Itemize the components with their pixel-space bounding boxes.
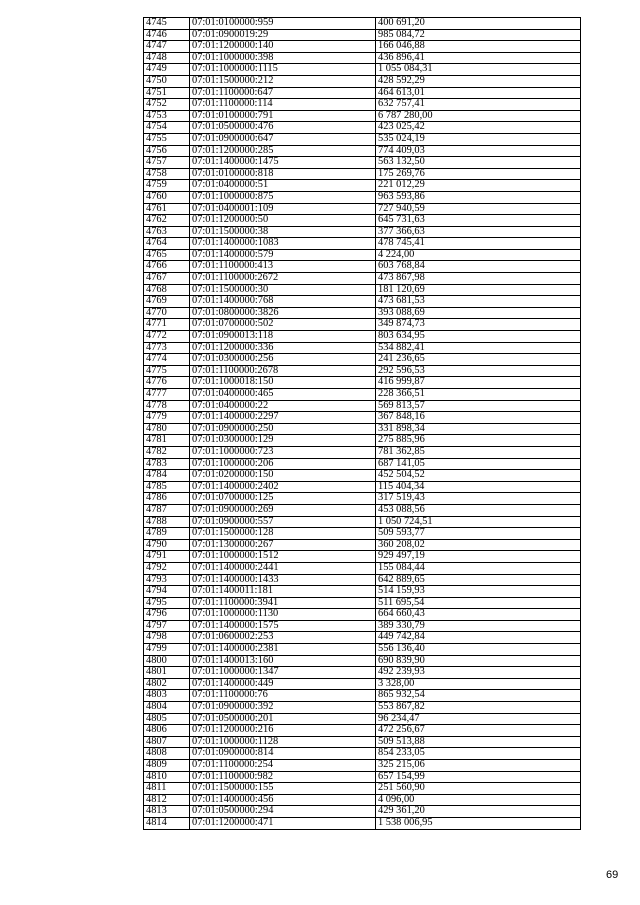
value-cell: 453 088,56 xyxy=(376,504,581,516)
table-row xyxy=(144,493,581,505)
table-row xyxy=(144,678,581,690)
table-row xyxy=(144,713,581,725)
cadastral-number-cell: 07:01:1000018:150 xyxy=(190,377,376,389)
value-cell: 803 634,95 xyxy=(376,331,581,343)
cadastral-number-cell: 07:01:1500000:155 xyxy=(190,783,376,795)
cadastral-number-cell: 07:01:1400011:181 xyxy=(190,586,376,598)
cadastral-number-cell: 07:01:1000000:1512 xyxy=(190,551,376,563)
table-row xyxy=(144,75,581,87)
table-row xyxy=(144,203,581,215)
value-cell: 556 136,40 xyxy=(376,644,581,656)
table-row xyxy=(144,307,581,319)
row-number-cell: 4760 xyxy=(144,191,190,203)
table-row xyxy=(144,771,581,783)
row-number-cell: 4809 xyxy=(144,760,190,772)
value-cell: 377 366,63 xyxy=(376,226,581,238)
row-number-cell: 4790 xyxy=(144,539,190,551)
row-number-cell: 4752 xyxy=(144,99,190,111)
cadastral-number-cell: 07:01:1200000:216 xyxy=(190,725,376,737)
value-cell: 472 256,67 xyxy=(376,725,581,737)
table-row xyxy=(144,748,581,760)
cadastral-number-cell: 07:01:1500000:38 xyxy=(190,226,376,238)
row-number-cell: 4768 xyxy=(144,284,190,296)
value-cell: 423 025,42 xyxy=(376,122,581,134)
value-cell: 603 768,84 xyxy=(376,261,581,273)
value-cell: 349 874,73 xyxy=(376,319,581,331)
cadastral-number-cell: 07:01:0900000:647 xyxy=(190,133,376,145)
table-row xyxy=(144,133,581,145)
table-row xyxy=(144,528,581,540)
cadastral-number-cell: 07:01:1100000:2672 xyxy=(190,273,376,285)
value-cell: 331 898,34 xyxy=(376,423,581,435)
value-cell: 514 159,93 xyxy=(376,586,581,598)
table-row xyxy=(144,725,581,737)
table-row xyxy=(144,806,581,818)
cadastral-number-cell: 07:01:1100000:647 xyxy=(190,87,376,99)
cadastral-number-cell: 07:01:1400000:2402 xyxy=(190,481,376,493)
cadastral-number-cell: 07:01:1000000:398 xyxy=(190,52,376,64)
row-number-cell: 4761 xyxy=(144,203,190,215)
value-cell: 221 012,29 xyxy=(376,180,581,192)
value-cell: 632 757,41 xyxy=(376,99,581,111)
cadastral-number-cell: 07:01:0900000:269 xyxy=(190,504,376,516)
cadastral-number-cell: 07:01:1000000:875 xyxy=(190,191,376,203)
table-row xyxy=(144,794,581,806)
table-row xyxy=(144,284,581,296)
table-row xyxy=(144,551,581,563)
value-cell: 155 084,44 xyxy=(376,562,581,574)
value-cell: 492 239,93 xyxy=(376,667,581,679)
value-cell: 360 208,02 xyxy=(376,539,581,551)
value-cell: 464 613,01 xyxy=(376,87,581,99)
table-row xyxy=(144,574,581,586)
row-number-cell: 4800 xyxy=(144,655,190,667)
table-row xyxy=(144,87,581,99)
value-cell: 865 932,54 xyxy=(376,690,581,702)
cadastral-number-cell: 07:01:1400000:2441 xyxy=(190,562,376,574)
table-row xyxy=(144,516,581,528)
table-row xyxy=(144,41,581,53)
cadastral-number-cell: 07:01:0400000:51 xyxy=(190,180,376,192)
cadastral-value-table xyxy=(143,17,581,830)
table-row xyxy=(144,470,581,482)
table-row xyxy=(144,273,581,285)
row-number-cell: 4791 xyxy=(144,551,190,563)
value-cell: 511 695,54 xyxy=(376,597,581,609)
table-row xyxy=(144,655,581,667)
value-cell: 416 999,87 xyxy=(376,377,581,389)
value-cell: 389 330,79 xyxy=(376,620,581,632)
row-number-cell: 4795 xyxy=(144,597,190,609)
value-cell: 115 404,34 xyxy=(376,481,581,493)
row-number-cell: 4747 xyxy=(144,41,190,53)
table-row xyxy=(144,644,581,656)
cadastral-number-cell: 07:01:1500000:30 xyxy=(190,284,376,296)
cadastral-number-cell: 07:01:1400000:456 xyxy=(190,794,376,806)
cadastral-number-cell: 07:01:1100000:2678 xyxy=(190,365,376,377)
row-number-cell: 4788 xyxy=(144,516,190,528)
row-number-cell: 4755 xyxy=(144,133,190,145)
row-number-cell: 4798 xyxy=(144,632,190,644)
cadastral-number-cell: 07:01:1400000:1083 xyxy=(190,238,376,250)
row-number-cell: 4782 xyxy=(144,446,190,458)
value-cell: 449 742,84 xyxy=(376,632,581,644)
table-row xyxy=(144,817,581,829)
cadastral-number-cell: 07:01:1000000:1115 xyxy=(190,64,376,76)
table-row xyxy=(144,597,581,609)
table-row xyxy=(144,18,581,30)
cadastral-number-cell: 07:01:1200000:471 xyxy=(190,817,376,829)
table-row xyxy=(144,261,581,273)
table-body xyxy=(144,18,581,830)
cadastral-number-cell: 07:01:0300000:256 xyxy=(190,354,376,366)
table-row xyxy=(144,783,581,795)
cadastral-number-cell: 07:01:0900000:557 xyxy=(190,516,376,528)
row-number-cell: 4769 xyxy=(144,296,190,308)
value-cell: 664 660,43 xyxy=(376,609,581,621)
table-row xyxy=(144,99,581,111)
row-number-cell: 4745 xyxy=(144,18,190,30)
row-number-cell: 4746 xyxy=(144,29,190,41)
value-cell: 478 745,41 xyxy=(376,238,581,250)
row-number-cell: 4799 xyxy=(144,644,190,656)
cadastral-number-cell: 07:01:1100000:3941 xyxy=(190,597,376,609)
cadastral-number-cell: 07:01:1500000:212 xyxy=(190,75,376,87)
table-row xyxy=(144,249,581,261)
value-cell: 393 088,69 xyxy=(376,307,581,319)
row-number-cell: 4756 xyxy=(144,145,190,157)
value-cell: 436 896,41 xyxy=(376,52,581,64)
table-row xyxy=(144,122,581,134)
cadastral-number-cell: 07:01:0700000:125 xyxy=(190,493,376,505)
cadastral-number-cell: 07:01:1400000:579 xyxy=(190,249,376,261)
table-row xyxy=(144,342,581,354)
value-cell: 317 519,43 xyxy=(376,493,581,505)
value-cell: 534 882,41 xyxy=(376,342,581,354)
cadastral-number-cell: 07:01:1000000:1128 xyxy=(190,736,376,748)
cadastral-number-cell: 07:01:0200000:150 xyxy=(190,470,376,482)
cadastral-number-cell: 07:01:0900013:118 xyxy=(190,331,376,343)
value-cell: 687 141,05 xyxy=(376,458,581,470)
value-cell: 642 889,65 xyxy=(376,574,581,586)
value-cell: 535 024,19 xyxy=(376,133,581,145)
row-number-cell: 4783 xyxy=(144,458,190,470)
cadastral-number-cell: 07:01:1300000:267 xyxy=(190,539,376,551)
table-row xyxy=(144,52,581,64)
value-cell: 929 497,19 xyxy=(376,551,581,563)
value-cell: 181 120,69 xyxy=(376,284,581,296)
cadastral-number-cell: 07:01:0100000:791 xyxy=(190,110,376,122)
cadastral-number-cell: 07:01:0400000:22 xyxy=(190,400,376,412)
table-row xyxy=(144,215,581,227)
cadastral-number-cell: 07:01:0600002:253 xyxy=(190,632,376,644)
row-number-cell: 4751 xyxy=(144,87,190,99)
table-row xyxy=(144,238,581,250)
table-row xyxy=(144,168,581,180)
value-cell: 963 593,86 xyxy=(376,191,581,203)
value-cell: 645 731,63 xyxy=(376,215,581,227)
value-cell: 553 867,82 xyxy=(376,702,581,714)
row-number-cell: 4793 xyxy=(144,574,190,586)
row-number-cell: 4810 xyxy=(144,771,190,783)
row-number-cell: 4750 xyxy=(144,75,190,87)
value-cell: 96 234,47 xyxy=(376,713,581,725)
cadastral-number-cell: 07:01:1400000:768 xyxy=(190,296,376,308)
value-cell: 657 154,99 xyxy=(376,771,581,783)
cadastral-number-cell: 07:01:1400000:1433 xyxy=(190,574,376,586)
table-row xyxy=(144,632,581,644)
value-cell: 3 328,00 xyxy=(376,678,581,690)
value-cell: 563 132,50 xyxy=(376,157,581,169)
table-row xyxy=(144,400,581,412)
table-row xyxy=(144,389,581,401)
cadastral-number-cell: 07:01:0400001:109 xyxy=(190,203,376,215)
row-number-cell: 4757 xyxy=(144,157,190,169)
value-cell: 452 504,52 xyxy=(376,470,581,482)
value-cell: 367 848,16 xyxy=(376,412,581,424)
row-number-cell: 4802 xyxy=(144,678,190,690)
table-row xyxy=(144,446,581,458)
row-number-cell: 4813 xyxy=(144,806,190,818)
value-cell: 275 885,96 xyxy=(376,435,581,447)
table-row xyxy=(144,191,581,203)
table-row xyxy=(144,702,581,714)
row-number-cell: 4784 xyxy=(144,470,190,482)
row-number-cell: 4758 xyxy=(144,168,190,180)
cadastral-number-cell: 07:01:0100000:818 xyxy=(190,168,376,180)
row-number-cell: 4764 xyxy=(144,238,190,250)
table-row xyxy=(144,562,581,574)
table-row xyxy=(144,110,581,122)
cadastral-number-cell: 07:01:1000000:206 xyxy=(190,458,376,470)
row-number-cell: 4770 xyxy=(144,307,190,319)
row-number-cell: 4765 xyxy=(144,249,190,261)
row-number-cell: 4796 xyxy=(144,609,190,621)
table-row xyxy=(144,539,581,551)
value-cell: 429 361,20 xyxy=(376,806,581,818)
table-row xyxy=(144,354,581,366)
cadastral-number-cell: 07:01:1400013:160 xyxy=(190,655,376,667)
value-cell: 985 084,72 xyxy=(376,29,581,41)
cadastral-number-cell: 07:01:1200000:285 xyxy=(190,145,376,157)
row-number-cell: 4766 xyxy=(144,261,190,273)
table-row xyxy=(144,609,581,621)
table-row xyxy=(144,690,581,702)
cadastral-number-cell: 07:01:0500000:201 xyxy=(190,713,376,725)
cadastral-number-cell: 07:01:0700000:502 xyxy=(190,319,376,331)
value-cell: 1 050 724,51 xyxy=(376,516,581,528)
row-number-cell: 4805 xyxy=(144,713,190,725)
row-number-cell: 4759 xyxy=(144,180,190,192)
cadastral-number-cell: 07:01:1100000:76 xyxy=(190,690,376,702)
table-row xyxy=(144,423,581,435)
table-row xyxy=(144,29,581,41)
value-cell: 292 596,53 xyxy=(376,365,581,377)
row-number-cell: 4806 xyxy=(144,725,190,737)
value-cell: 774 409,03 xyxy=(376,145,581,157)
cadastral-number-cell: 07:01:1400000:1575 xyxy=(190,620,376,632)
value-cell: 325 215,06 xyxy=(376,760,581,772)
row-number-cell: 4762 xyxy=(144,215,190,227)
cadastral-number-cell: 07:01:0900000:250 xyxy=(190,423,376,435)
table-row xyxy=(144,226,581,238)
row-number-cell: 4801 xyxy=(144,667,190,679)
cadastral-number-cell: 07:01:1400000:2381 xyxy=(190,644,376,656)
row-number-cell: 4753 xyxy=(144,110,190,122)
cadastral-number-cell: 07:01:1400000:2297 xyxy=(190,412,376,424)
row-number-cell: 4789 xyxy=(144,528,190,540)
page-number: 69 xyxy=(606,869,619,881)
row-number-cell: 4749 xyxy=(144,64,190,76)
row-number-cell: 4814 xyxy=(144,817,190,829)
row-number-cell: 4792 xyxy=(144,562,190,574)
value-cell: 251 560,90 xyxy=(376,783,581,795)
value-cell: 473 867,98 xyxy=(376,273,581,285)
table-row xyxy=(144,180,581,192)
table-row xyxy=(144,586,581,598)
value-cell: 1 055 084,31 xyxy=(376,64,581,76)
value-cell: 6 787 280,00 xyxy=(376,110,581,122)
row-number-cell: 4777 xyxy=(144,389,190,401)
value-cell: 241 236,65 xyxy=(376,354,581,366)
table-row xyxy=(144,319,581,331)
cadastral-number-cell: 07:01:0400000:465 xyxy=(190,389,376,401)
value-cell: 166 046,88 xyxy=(376,41,581,53)
row-number-cell: 4748 xyxy=(144,52,190,64)
row-number-cell: 4807 xyxy=(144,736,190,748)
row-number-cell: 4786 xyxy=(144,493,190,505)
cadastral-number-cell: 07:01:0300000:129 xyxy=(190,435,376,447)
row-number-cell: 4767 xyxy=(144,273,190,285)
value-cell: 781 362,85 xyxy=(376,446,581,458)
value-cell: 4 096,00 xyxy=(376,794,581,806)
cadastral-number-cell: 07:01:1100000:254 xyxy=(190,760,376,772)
value-cell: 1 538 006,95 xyxy=(376,817,581,829)
cadastral-number-cell: 07:01:0900000:814 xyxy=(190,748,376,760)
row-number-cell: 4776 xyxy=(144,377,190,389)
cadastral-number-cell: 07:01:1000000:1130 xyxy=(190,609,376,621)
row-number-cell: 4781 xyxy=(144,435,190,447)
table-row xyxy=(144,331,581,343)
cadastral-number-cell: 07:01:1400000:449 xyxy=(190,678,376,690)
cadastral-number-cell: 07:01:1200000:336 xyxy=(190,342,376,354)
value-cell: 473 681,53 xyxy=(376,296,581,308)
row-number-cell: 4779 xyxy=(144,412,190,424)
cadastral-number-cell: 07:01:1400000:1475 xyxy=(190,157,376,169)
row-number-cell: 4804 xyxy=(144,702,190,714)
row-number-cell: 4787 xyxy=(144,504,190,516)
value-cell: 4 224,00 xyxy=(376,249,581,261)
value-cell: 690 839,90 xyxy=(376,655,581,667)
cadastral-number-cell: 07:01:1000000:1347 xyxy=(190,667,376,679)
value-cell: 727 940,59 xyxy=(376,203,581,215)
table-row xyxy=(144,157,581,169)
row-number-cell: 4803 xyxy=(144,690,190,702)
table-row xyxy=(144,620,581,632)
value-cell: 428 592,29 xyxy=(376,75,581,87)
row-number-cell: 4780 xyxy=(144,423,190,435)
table-row xyxy=(144,64,581,76)
row-number-cell: 4812 xyxy=(144,794,190,806)
value-cell: 228 366,51 xyxy=(376,389,581,401)
table-row xyxy=(144,760,581,772)
table-row xyxy=(144,435,581,447)
row-number-cell: 4794 xyxy=(144,586,190,598)
cadastral-number-cell: 07:01:1500000:128 xyxy=(190,528,376,540)
value-cell: 400 691,20 xyxy=(376,18,581,30)
cadastral-number-cell: 07:01:0800000:3826 xyxy=(190,307,376,319)
table-row xyxy=(144,412,581,424)
value-cell: 569 813,57 xyxy=(376,400,581,412)
row-number-cell: 4811 xyxy=(144,783,190,795)
table-row xyxy=(144,296,581,308)
cadastral-number-cell: 07:01:0500000:294 xyxy=(190,806,376,818)
cadastral-number-cell: 07:01:1100000:982 xyxy=(190,771,376,783)
row-number-cell: 4778 xyxy=(144,400,190,412)
cadastral-number-cell: 07:01:0500000:476 xyxy=(190,122,376,134)
cadastral-number-cell: 07:01:1000000:723 xyxy=(190,446,376,458)
row-number-cell: 4774 xyxy=(144,354,190,366)
row-number-cell: 4771 xyxy=(144,319,190,331)
table-row xyxy=(144,365,581,377)
cadastral-number-cell: 07:01:1200000:140 xyxy=(190,41,376,53)
table-row xyxy=(144,481,581,493)
row-number-cell: 4808 xyxy=(144,748,190,760)
cadastral-number-cell: 07:01:1100000:114 xyxy=(190,99,376,111)
value-cell: 509 593,77 xyxy=(376,528,581,540)
row-number-cell: 4763 xyxy=(144,226,190,238)
cadastral-number-cell: 07:01:0900000:392 xyxy=(190,702,376,714)
table-row xyxy=(144,145,581,157)
value-cell: 854 233,05 xyxy=(376,748,581,760)
table-row xyxy=(144,667,581,679)
row-number-cell: 4754 xyxy=(144,122,190,134)
cadastral-number-cell: 07:01:1100000:413 xyxy=(190,261,376,273)
row-number-cell: 4772 xyxy=(144,331,190,343)
cadastral-number-cell: 07:01:0900019:29 xyxy=(190,29,376,41)
row-number-cell: 4773 xyxy=(144,342,190,354)
value-cell: 175 269,76 xyxy=(376,168,581,180)
row-number-cell: 4775 xyxy=(144,365,190,377)
table-row xyxy=(144,736,581,748)
table-row xyxy=(144,504,581,516)
table-row xyxy=(144,377,581,389)
cadastral-number-cell: 07:01:0100000:959 xyxy=(190,18,376,30)
row-number-cell: 4785 xyxy=(144,481,190,493)
cadastral-number-cell: 07:01:1200000:50 xyxy=(190,215,376,227)
table-row xyxy=(144,458,581,470)
row-number-cell: 4797 xyxy=(144,620,190,632)
value-cell: 509 513,88 xyxy=(376,736,581,748)
